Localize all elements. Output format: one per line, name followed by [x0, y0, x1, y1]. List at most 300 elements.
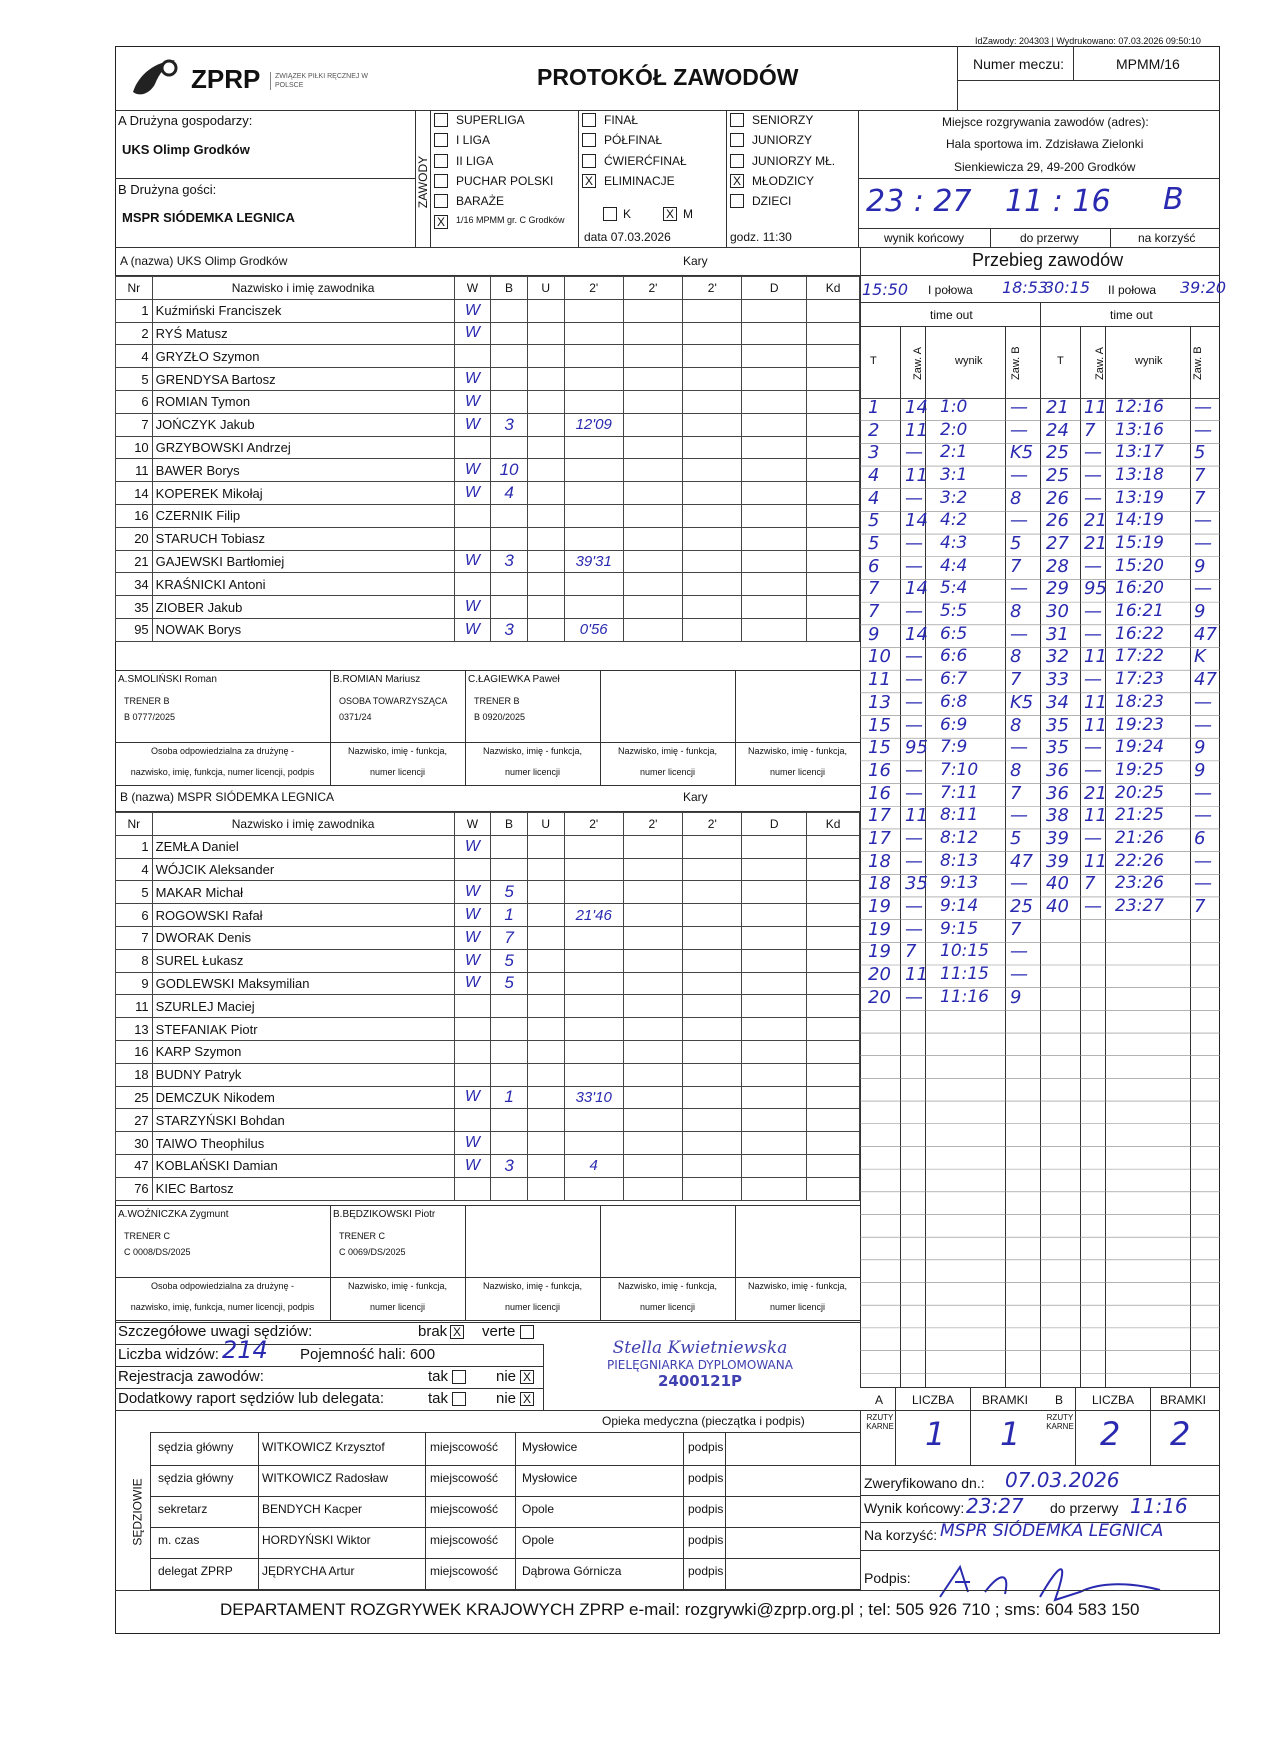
competition-checkbox[interactable]	[434, 174, 448, 188]
przebieg-entry: —	[1194, 873, 1212, 895]
table-row	[116, 390, 860, 413]
przebieg-entry: 23:27	[1115, 895, 1164, 916]
official-footer-line1: Nazwisko, imię - funkcja,	[347, 746, 448, 756]
official-footer-line2: numer licencji	[769, 1302, 826, 1312]
pen-a-liczba-hw: 1	[925, 1415, 946, 1453]
col-2: U	[527, 813, 564, 836]
player-number: 27	[116, 1109, 153, 1132]
player-penalty-cell	[683, 436, 742, 459]
pojemnosc-label: Pojemność hali: 600	[300, 1346, 436, 1363]
player-w: W	[454, 596, 491, 619]
timeout-label-1: time out	[930, 308, 973, 322]
player-name: WÓJCIK Aleksander	[152, 858, 454, 881]
player-u	[527, 1018, 564, 1041]
player-goals: 3	[491, 550, 528, 573]
przebieg-entry: 9	[1010, 986, 1022, 1008]
player-penalty-cell	[807, 1132, 860, 1155]
player-name: GRYZŁO Szymon	[152, 345, 454, 368]
player-penalty-cell	[807, 482, 860, 505]
przebieg-entry: —	[1010, 805, 1028, 827]
player-penalty-cell	[742, 459, 807, 482]
referee-city: Opole	[522, 1502, 555, 1516]
player-goals	[491, 1063, 528, 1086]
player-penalty-cell	[807, 345, 860, 368]
player-number: 76	[116, 1177, 153, 1200]
player-2min	[564, 504, 623, 527]
official-footer-line1: Osoba odpowiedzialna za drużynę -	[150, 746, 295, 756]
official-footer-line2: nazwisko, imię, funkcja, numer licencji, podpis	[130, 1302, 315, 1312]
col-name: Nazwisko i imię zawodnika	[152, 813, 454, 836]
player-u	[527, 550, 564, 573]
zprp-logo	[125, 52, 385, 108]
player-name: KARP Szymon	[152, 1040, 454, 1063]
widzow-label: Liczba widzów:	[118, 1346, 219, 1363]
half1-start-hw: 15:50	[862, 280, 909, 299]
player-penalty-cell	[683, 573, 742, 596]
player-u	[527, 504, 564, 527]
pen-b-rzuty: RZUTY KARNE	[1046, 1413, 1074, 1431]
player-goals	[491, 995, 528, 1018]
przebieg-entry: —	[1010, 578, 1028, 600]
player-penalty-cell	[742, 504, 807, 527]
col-1: B	[491, 277, 528, 300]
przebieg-entry: 11	[905, 964, 928, 985]
player-goals: 3	[491, 1154, 528, 1177]
przebieg-entry: 11	[1084, 805, 1107, 827]
referee-city-label: miejscowość	[430, 1564, 499, 1578]
referee-role: sędzia główny	[158, 1440, 234, 1454]
przebieg-entry: 4:3	[940, 533, 968, 554]
przebieg-entry: 18:23	[1115, 691, 1164, 712]
player-number: 11	[116, 995, 153, 1018]
player-goals: 1	[491, 904, 528, 927]
przerwy-label: do przerwy	[1050, 1500, 1119, 1516]
player-2min	[564, 1063, 623, 1086]
category-label: JUNIORZY MŁ.	[752, 153, 836, 168]
table-row	[116, 995, 860, 1018]
table-row	[116, 858, 860, 881]
half2-start-hw: 30:15	[1044, 278, 1091, 297]
przebieg-entry: 3:1	[940, 465, 968, 486]
player-w	[454, 504, 491, 527]
player-penalty-cell	[807, 1063, 860, 1086]
table-row	[116, 972, 860, 995]
official-footer-line2: numer licencji	[369, 1302, 426, 1312]
player-number: 11	[116, 459, 153, 482]
player-penalty-cell	[623, 596, 682, 619]
przebieg-entry: 8	[1010, 714, 1022, 736]
player-name: KIEC Bartosz	[152, 1177, 454, 1200]
player-name: ZIOBER Jakub	[152, 596, 454, 619]
przebieg-entry: 7	[1194, 465, 1206, 487]
player-2min	[564, 368, 623, 391]
player-u	[527, 881, 564, 904]
referee-city-label: miejscowość	[430, 1471, 499, 1485]
player-name: KRAŚNICKI Antoni	[152, 573, 454, 596]
col-6: D	[742, 813, 807, 836]
medical-label: Opieka medyczna (pieczątka i podpis)	[602, 1414, 805, 1428]
official-name: A.WOŹNICZKA Zygmunt	[118, 1209, 229, 1220]
category-label: JUNIORZY	[752, 133, 812, 148]
player-penalty-cell	[683, 1063, 742, 1086]
player-2min	[564, 527, 623, 550]
dodatkowy-tak-checkbox[interactable]	[452, 1392, 466, 1406]
table-row	[116, 368, 860, 391]
player-2min	[564, 299, 623, 322]
player-penalty-cell	[623, 949, 682, 972]
przebieg-entry: 32	[1046, 646, 1069, 668]
guest-name: MSPR SIÓDEMKA LEGNICA	[122, 210, 295, 225]
category-checkbox[interactable]: X	[730, 174, 744, 188]
category-checkbox[interactable]	[730, 154, 744, 168]
przebieg-entry: 17:23	[1115, 669, 1164, 690]
player-penalty-cell	[807, 299, 860, 322]
stage-checkbox[interactable]: X	[582, 174, 596, 188]
player-penalty-cell	[623, 322, 682, 345]
player-goals	[491, 436, 528, 459]
player-name: ROGOWSKI Rafał	[152, 904, 454, 927]
player-penalty-cell	[742, 1018, 807, 1041]
przebieg-entry: 40	[1046, 873, 1069, 895]
przebieg-entry: 19	[868, 941, 891, 963]
player-goals	[491, 1018, 528, 1041]
official-footer-line1: Osoba odpowiedzialna za drużynę -	[150, 1281, 295, 1291]
player-goals: 7	[491, 926, 528, 949]
player-2min	[564, 436, 623, 459]
przebieg-entry: 11	[1084, 850, 1107, 872]
table-row	[116, 413, 860, 436]
player-penalty-cell	[742, 835, 807, 858]
player-w: W	[454, 1132, 491, 1155]
przebieg-entry: 6:7	[940, 669, 968, 690]
table-row	[116, 482, 860, 505]
referee-city-label: miejscowość	[430, 1440, 499, 1454]
player-goals: 4	[491, 482, 528, 505]
przebieg-entry: 47	[1194, 623, 1217, 645]
verified-value-hw: 07.03.2026	[1005, 1468, 1120, 1492]
przebieg-entry: 4:2	[940, 510, 968, 531]
player-penalty-cell	[807, 1086, 860, 1109]
player-penalty-cell	[623, 1086, 682, 1109]
przebieg-entry: 27	[1046, 533, 1069, 555]
winner-hw: B	[1163, 182, 1184, 217]
player-penalty-cell	[683, 1154, 742, 1177]
player-u	[527, 858, 564, 881]
stage-checkbox[interactable]	[582, 154, 596, 168]
stage-checkbox[interactable]	[582, 113, 596, 127]
przebieg-entry: 25	[1010, 895, 1033, 917]
player-number: 25	[116, 1086, 153, 1109]
pen-b-liczba-head: LICZBA	[1092, 1393, 1135, 1407]
player-penalty-cell	[683, 527, 742, 550]
official-footer-line1: Nazwisko, imię - funkcja,	[482, 1281, 583, 1291]
player-penalty-cell	[683, 596, 742, 619]
table-row	[116, 550, 860, 573]
player-penalty-cell	[623, 504, 682, 527]
przebieg-entry: 6:5	[940, 623, 968, 644]
przebieg-entry: 19:24	[1115, 737, 1164, 758]
player-2min	[564, 995, 623, 1018]
table-row	[116, 573, 860, 596]
player-2min	[564, 1132, 623, 1155]
player-penalty-cell	[623, 618, 682, 641]
dodatkowy-nie: nie	[496, 1390, 517, 1407]
przebieg-entry: 15	[868, 737, 891, 759]
przebieg-entry: 9	[1194, 737, 1206, 759]
player-number: 7	[116, 926, 153, 949]
player-penalty-cell	[807, 949, 860, 972]
player-penalty-cell	[623, 299, 682, 322]
medical-stamp	[580, 1338, 820, 1390]
competition-checkbox[interactable]	[434, 133, 448, 147]
przebieg-entry: —	[1194, 714, 1212, 736]
player-penalty-cell	[683, 299, 742, 322]
player-name: NOWAK Borys	[152, 618, 454, 641]
venue-line1: Hala sportowa im. Zdzisława Zielonki	[946, 137, 1144, 151]
player-penalty-cell	[623, 1063, 682, 1086]
player-penalty-cell	[683, 926, 742, 949]
przebieg-title: Przebieg zawodów	[972, 250, 1124, 270]
player-u	[527, 1177, 564, 1200]
player-number: 7	[116, 413, 153, 436]
player-name: STARZYŃSKI Bohdan	[152, 1109, 454, 1132]
verte-label: verte	[482, 1323, 516, 1340]
przebieg-entry: K5	[1010, 442, 1034, 464]
przebieg-entry: 2	[868, 419, 880, 441]
table-row	[116, 618, 860, 641]
table-row	[116, 904, 860, 927]
player-penalty-cell	[683, 835, 742, 858]
przebieg-entry: 7	[1010, 918, 1022, 940]
przebieg-entry: 8	[1010, 646, 1022, 668]
player-number: 16	[116, 1040, 153, 1063]
player-penalty-cell	[742, 436, 807, 459]
official-licence: B 0920/2025	[474, 712, 526, 722]
player-penalty-cell	[623, 1154, 682, 1177]
player-w: W	[454, 550, 491, 573]
przebieg-entry: 18	[868, 850, 891, 872]
przebieg-entry: 2:1	[940, 442, 968, 463]
przebieg-entry: 23:26	[1115, 873, 1164, 894]
przebieg-entry: 5:4	[940, 578, 968, 599]
przebieg-entry: 5	[1010, 533, 1022, 555]
player-2min	[564, 1040, 623, 1063]
gender-k-checkbox[interactable]	[603, 207, 617, 221]
player-number: 16	[116, 504, 153, 527]
przebieg-entry: 8:13	[940, 850, 979, 871]
referee-name: BENDYCH Kacper	[262, 1502, 363, 1516]
col-5: 2'	[683, 813, 742, 836]
przebieg-entry: —	[1194, 805, 1212, 827]
referee-city: Mysłowice	[522, 1471, 578, 1485]
official-licence: C 0069/DS/2025	[339, 1247, 406, 1257]
col-0: W	[454, 813, 491, 836]
player-penalty-cell	[742, 368, 807, 391]
przebieg-entry: 11	[1084, 397, 1107, 418]
table-row	[116, 459, 860, 482]
player-2min	[564, 390, 623, 413]
half1-label: I połowa	[928, 283, 973, 297]
przebieg-entry: 9:13	[940, 873, 979, 894]
competition-checkbox[interactable]	[434, 113, 448, 127]
przebieg-entry: 15	[868, 714, 891, 736]
player-penalty-cell	[807, 436, 860, 459]
player-2min	[564, 459, 623, 482]
competition-checkbox[interactable]: X	[434, 215, 448, 229]
category-checkbox[interactable]	[730, 133, 744, 147]
player-name: JOŃCZYK Jakub	[152, 413, 454, 436]
przebieg-entry: 35	[1046, 737, 1069, 759]
pen-b-bramki-head: BRAMKI	[1160, 1393, 1207, 1407]
official-licence: 0371/24	[339, 712, 372, 722]
przebieg-entry: 5:5	[940, 601, 968, 622]
pen-a-liczba-head: LICZBA	[912, 1393, 955, 1407]
przebieg-entry: —	[1010, 397, 1028, 418]
rejestracja-tak-checkbox[interactable]	[452, 1370, 466, 1384]
final-score-hw: 23 : 27	[866, 184, 972, 219]
player-penalty-cell	[742, 995, 807, 1018]
match-time: godz. 11:30	[730, 230, 792, 244]
przebieg-entry: —	[1084, 465, 1102, 487]
official-footer-line2: numer licencji	[639, 1302, 696, 1312]
table-row	[116, 1086, 860, 1109]
przebieg-entry: 5	[1194, 442, 1206, 464]
przebieg-entry: 21	[1084, 533, 1107, 555]
player-2min: 0'56	[564, 618, 623, 641]
player-penalty-cell	[742, 345, 807, 368]
table-row	[116, 949, 860, 972]
przebieg-entry: —	[1194, 691, 1212, 713]
stage-checkbox[interactable]	[582, 133, 596, 147]
player-2min	[564, 1109, 623, 1132]
player-penalty-cell	[683, 550, 742, 573]
stage-label: ELIMINACJE	[604, 173, 675, 188]
brak-checkbox[interactable]: X	[450, 1325, 464, 1339]
referee-name: WITKOWICZ Krzysztof	[262, 1440, 385, 1454]
przebieg-entry: 14	[905, 578, 928, 600]
uwagi-label: Szczegółowe uwagi sędziów:	[118, 1323, 313, 1340]
widzow-value-hw: 214	[222, 1336, 268, 1364]
player-u	[527, 322, 564, 345]
player-u	[527, 1040, 564, 1063]
stage-label: ĆWIERĆFINAŁ	[604, 153, 687, 168]
rejestracja-nie-checkbox[interactable]: X	[520, 1370, 534, 1384]
player-number: 1	[116, 835, 153, 858]
player-number: 9	[116, 972, 153, 995]
player-2min	[564, 949, 623, 972]
player-penalty-cell	[683, 1177, 742, 1200]
competition-checkbox[interactable]	[434, 154, 448, 168]
competition-label: SUPERLIGA	[456, 113, 525, 127]
player-u	[527, 482, 564, 505]
przebieg-entry: —	[905, 669, 923, 691]
team-a-kary: Kary	[683, 254, 708, 268]
player-name: GRENDYSA Bartosz	[152, 368, 454, 391]
player-penalty-cell	[807, 413, 860, 436]
official-role: TRENER B	[474, 696, 520, 706]
player-w: W	[454, 299, 491, 322]
stamp-title: PIELĘGNIARKA DYPLOMOWANA	[607, 1358, 793, 1372]
player-name: TAIWO Theophilus	[152, 1132, 454, 1155]
player-2min: 39'31	[564, 550, 623, 573]
przebieg-entry: 11:15	[940, 964, 989, 984]
player-penalty-cell	[683, 322, 742, 345]
category-checkbox[interactable]	[730, 113, 744, 127]
player-w: W	[454, 904, 491, 927]
player-w: W	[454, 972, 491, 995]
player-2min	[564, 1018, 623, 1041]
player-u	[527, 573, 564, 596]
player-name: ROMIAN Tymon	[152, 390, 454, 413]
przebieg-entry: 7	[868, 578, 880, 600]
przebieg-header-col_t: T	[1057, 355, 1064, 367]
player-u	[527, 345, 564, 368]
col-6: D	[742, 277, 807, 300]
przebieg-entry: 11	[1084, 691, 1107, 713]
player-u	[527, 527, 564, 550]
przerwy-value-hw: 11:16	[1130, 1494, 1188, 1518]
referee-city-label: miejscowość	[430, 1502, 499, 1516]
player-penalty-cell	[683, 413, 742, 436]
verified-label: Zweryfikowano dn.:	[864, 1475, 985, 1491]
przebieg-entry: —	[905, 782, 923, 804]
player-w	[454, 573, 491, 596]
player-number: 21	[116, 550, 153, 573]
player-w	[454, 1063, 491, 1086]
player-u	[527, 995, 564, 1018]
przebieg-entry: 15:19	[1115, 533, 1164, 554]
player-goals	[491, 527, 528, 550]
rejestracja-label: Rejestracja zawodów:	[118, 1368, 264, 1385]
player-penalty-cell	[742, 1040, 807, 1063]
table-row	[116, 299, 860, 322]
player-penalty-cell	[742, 527, 807, 550]
pen-a: A	[875, 1393, 884, 1407]
player-w: W	[454, 926, 491, 949]
przebieg-entry: 25	[1046, 465, 1069, 487]
player-penalty-cell	[623, 995, 682, 1018]
player-penalty-cell	[742, 482, 807, 505]
player-penalty-cell	[683, 618, 742, 641]
przebieg-entry: —	[1010, 964, 1028, 985]
player-number: 14	[116, 482, 153, 505]
player-penalty-cell	[623, 550, 682, 573]
competition-checkbox[interactable]	[434, 194, 448, 208]
gender-m-checkbox[interactable]: X	[663, 207, 677, 221]
dodatkowy-nie-checkbox[interactable]: X	[520, 1392, 534, 1406]
verte-checkbox[interactable]	[520, 1325, 534, 1339]
stage-label: FINAŁ	[604, 113, 639, 127]
przebieg-header-col_wynik: wynik	[955, 355, 983, 367]
player-w	[454, 995, 491, 1018]
przebieg-entry: 4	[868, 465, 880, 487]
przebieg-entry: 8	[1010, 759, 1022, 781]
player-w	[454, 436, 491, 459]
player-penalty-cell	[683, 1109, 742, 1132]
category-checkbox[interactable]	[730, 194, 744, 208]
przebieg-header-col_zawb: Zaw. B	[1010, 346, 1022, 380]
player-u	[527, 299, 564, 322]
col-nr: Nr	[116, 813, 153, 836]
przebieg-entry: 10:15	[940, 941, 989, 962]
przebieg-entry: 13:19	[1115, 487, 1164, 508]
player-penalty-cell	[683, 904, 742, 927]
przebieg-entry: 17	[868, 805, 891, 827]
player-penalty-cell	[807, 573, 860, 596]
przebieg-entry: 9	[1194, 555, 1206, 577]
przebieg-entry: 6:9	[940, 714, 968, 735]
przebieg-entry: 12:16	[1115, 397, 1164, 417]
